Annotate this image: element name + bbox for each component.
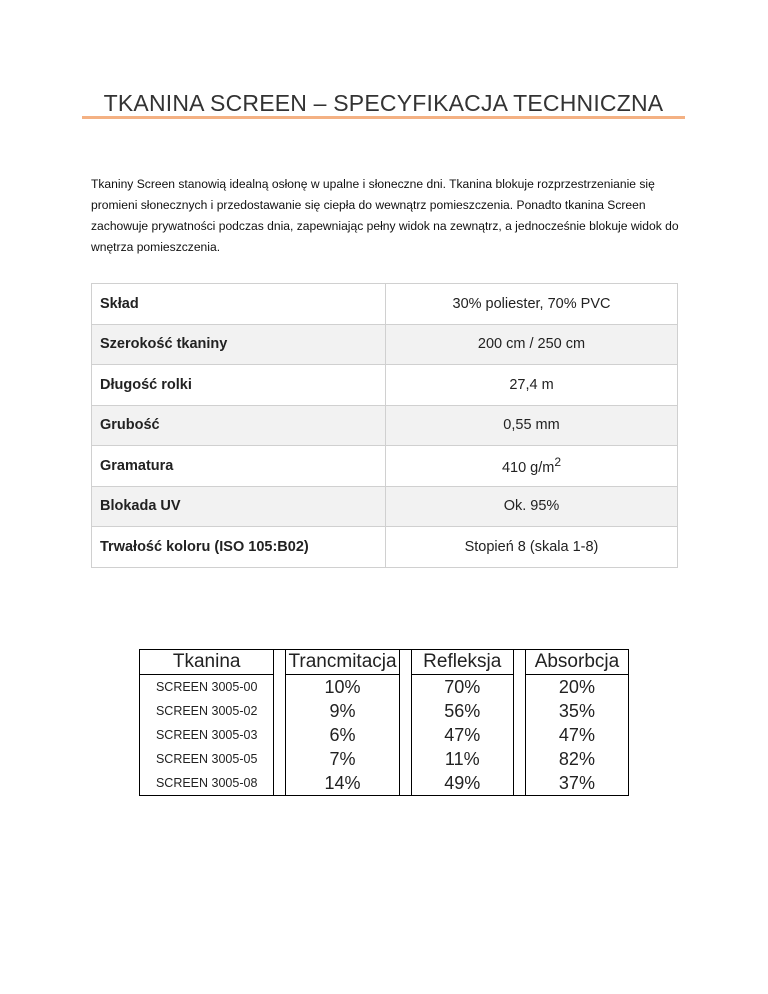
- spec-label: Trwałość koloru (ISO 105:B02): [92, 527, 386, 568]
- spec-row: [92, 527, 678, 568]
- absorption-value: 47%: [525, 723, 628, 747]
- absorption-value: 35%: [525, 699, 628, 723]
- spec-row: [92, 446, 678, 487]
- table-row: [140, 771, 629, 796]
- transmission-value: 6%: [286, 723, 399, 747]
- transmission-value: 9%: [286, 699, 399, 723]
- spec-row: [92, 405, 678, 446]
- absorption-value: 20%: [525, 675, 628, 700]
- fabric-name: SCREEN 3005-03: [140, 723, 274, 747]
- header-tkanina: Tkanina: [140, 650, 274, 675]
- title-underline: [82, 116, 685, 119]
- spec-table: [91, 283, 678, 568]
- page-title: TKANINA SCREEN – SPECYFIKACJA TECHNICZNA: [103, 90, 664, 116]
- spec-value-text: 410 g/m: [501, 460, 555, 477]
- spec-row: [92, 284, 678, 325]
- spec-row: [92, 486, 678, 527]
- transmission-value: 10%: [286, 675, 399, 700]
- performance-header-row: [140, 650, 629, 675]
- spec-row: [92, 324, 678, 365]
- transmission-value: 14%: [286, 771, 399, 796]
- fabric-name: SCREEN 3005-05: [140, 747, 274, 771]
- absorption-value: 82%: [525, 747, 628, 771]
- reflection-value: 49%: [411, 771, 513, 796]
- reflection-value: 11%: [411, 747, 513, 771]
- absorption-value: 37%: [525, 771, 628, 796]
- spec-value: Ok. 95%: [386, 486, 678, 527]
- spec-value: 200 cm / 250 cm: [386, 324, 678, 365]
- fabric-name: SCREEN 3005-08: [140, 771, 274, 796]
- table-row: [140, 747, 629, 771]
- reflection-value: 47%: [411, 723, 513, 747]
- transmission-value: 7%: [286, 747, 399, 771]
- fabric-name: SCREEN 3005-00: [140, 675, 274, 700]
- spec-label: Gramatura: [92, 446, 386, 487]
- header-trancmitacja: Trancmitacja: [286, 650, 399, 675]
- reflection-value: 70%: [411, 675, 513, 700]
- fabric-name: SCREEN 3005-02: [140, 699, 274, 723]
- spec-value: Stopień 8 (skala 1-8): [386, 527, 678, 568]
- table-row: [140, 699, 629, 723]
- spec-value: 27,4 m: [386, 365, 678, 406]
- reflection-value: 56%: [411, 699, 513, 723]
- spec-label: Skład: [92, 284, 386, 325]
- spec-label: Szerokość tkaniny: [92, 324, 386, 365]
- spec-value: 30% poliester, 70% PVC: [386, 284, 678, 325]
- intro-paragraph: Tkaniny Screen stanowią idealną osłonę w upalne i słoneczne dni. Tkanina blokuje rozprzestrzenianie się promieni słonecznych i przedostawanie się ciepła do wewnątrz pomieszczenia. Ponadto tkanina Screen zachowuje prywatności podczas dnia, zapewniając pełny widok na zewnątrz, a jednocześnie blokuje widok do wnętrza pomieszczenia.: [91, 177, 679, 255]
- spec-value: 0,55 mm: [386, 405, 678, 446]
- spec-value: [386, 446, 678, 487]
- performance-table: [139, 649, 629, 796]
- table-row: [140, 723, 629, 747]
- table-row: [140, 675, 629, 700]
- spec-label: Grubość: [92, 405, 386, 446]
- header-absorbcja: Absorbcja: [525, 650, 628, 675]
- superscript: 2: [554, 455, 562, 470]
- spec-label: Blokada UV: [92, 486, 386, 527]
- spec-row: [92, 365, 678, 406]
- spec-label: Długość rolki: [92, 365, 386, 406]
- header-refleksja: Refleksja: [411, 650, 513, 675]
